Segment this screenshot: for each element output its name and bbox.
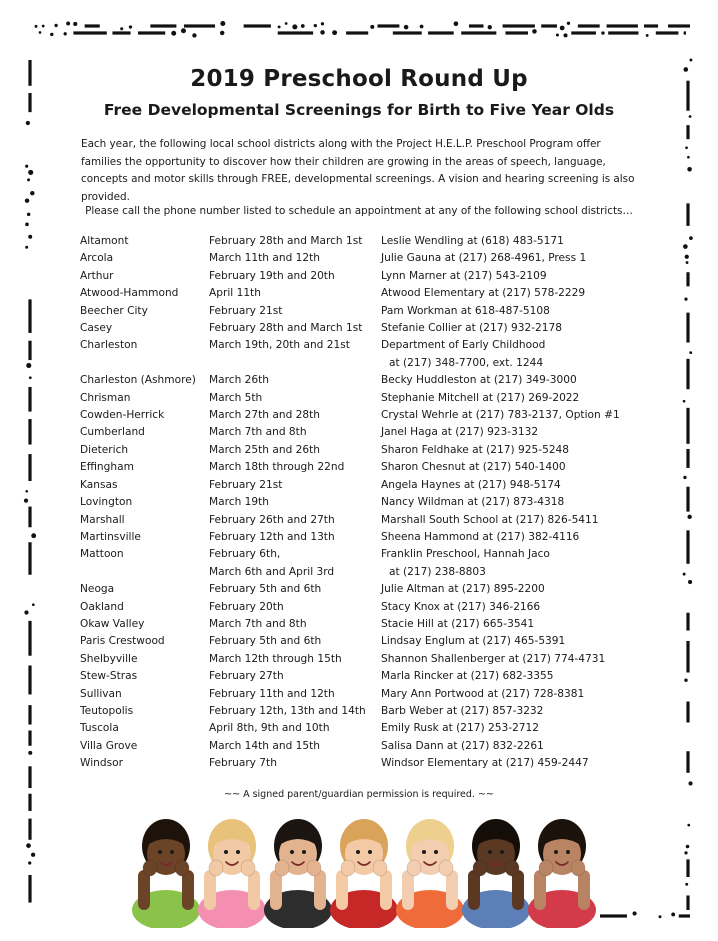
contact-line: Stacie Hill at (217) 665-3541: [381, 617, 535, 630]
district-row: [80, 599, 660, 616]
contact-line: Department of Early Childhood: [381, 339, 546, 352]
child-hand: [407, 860, 421, 876]
contact-info: [381, 755, 660, 772]
district-name: Beecher City: [80, 304, 148, 317]
screening-dates: [209, 407, 381, 424]
dates-line: March 25th and 26th: [209, 443, 321, 456]
district-name: Teutopolis: [80, 704, 134, 717]
contact-info: [381, 494, 660, 511]
child-eye: [500, 850, 504, 854]
district-name: Charleston (Ashmore): [80, 374, 196, 387]
district-row: [80, 372, 660, 389]
screening-dates: [209, 512, 381, 529]
child-eye: [224, 850, 228, 854]
child-eye: [554, 850, 558, 854]
district-row: [80, 720, 660, 737]
child-eye: [236, 850, 240, 854]
district-name: Oakland: [80, 600, 124, 613]
district-row: [80, 755, 660, 772]
dates-line: March 14th and 15th: [209, 739, 321, 752]
contact-line: Pam Workman at 618-487-5108: [381, 304, 550, 317]
district-row: [80, 738, 660, 755]
dates-line: March 12th through 15th: [209, 652, 342, 665]
contact-info: [381, 668, 660, 685]
child-eye: [422, 850, 426, 854]
district-row: [80, 546, 660, 581]
district-name: Cowden-Herrick: [80, 409, 165, 422]
district-row: [80, 303, 660, 320]
district-row: [80, 529, 660, 546]
dates-line: February 28th and March 1st: [209, 322, 363, 335]
contact-line: Sheena Hammond at (217) 382-4116: [381, 530, 580, 543]
district-name: Altamont: [80, 235, 129, 247]
contact-line: Barb Weber at (217) 857-3232: [381, 704, 544, 717]
contact-line: Stacy Knox at (217) 346-2166: [381, 600, 541, 613]
contact-info: [381, 720, 660, 737]
contact-line: Crystal Wehrle at (217) 783-2137, Option #1: [381, 409, 620, 422]
district-name: Sullivan: [80, 687, 122, 700]
contact-line-2: at (217) 238-8803: [389, 565, 486, 578]
contact-info: [381, 581, 660, 598]
district-name: Dieterich: [80, 443, 129, 456]
district-name: Paris Crestwood: [80, 635, 165, 648]
district-row: [80, 703, 660, 720]
child-hand: [341, 860, 355, 876]
contact-info: [381, 442, 660, 459]
instruction-text: Please call the phone number listed to schedule an appointment at any of the following school districts…: [85, 205, 633, 217]
child-eye: [290, 850, 294, 854]
district-name: Cumberland: [80, 426, 145, 439]
district-row: [80, 633, 660, 650]
district-name: Arthur: [80, 269, 114, 282]
dates-line: February 28th and March 1st: [209, 235, 363, 247]
permission-note: ~~ A signed parent/guardian permission is required. ~~: [224, 789, 494, 800]
child-eye: [566, 850, 570, 854]
child-eye: [302, 850, 306, 854]
dates-line: February 26th and 27th: [209, 513, 335, 526]
contact-line: Janel Haga at (217) 923-3132: [381, 426, 539, 439]
contact-info: [381, 303, 660, 320]
contact-line: Marshall South School at (217) 826-5411: [381, 513, 599, 526]
contact-info: [381, 268, 660, 285]
screening-dates: [209, 285, 381, 302]
district-name: Arcola: [80, 252, 114, 265]
contact-line: Salisa Dann at (217) 832-2261: [381, 739, 544, 752]
district-name: Charleston: [80, 339, 138, 352]
screening-dates: [209, 459, 381, 476]
screening-dates: [209, 233, 381, 250]
screening-dates: [209, 320, 381, 337]
dates-line: February 5th and 6th: [209, 583, 322, 596]
dates-line: February 6th,: [209, 548, 281, 561]
dates-line: March 7th and 8th: [209, 426, 307, 439]
child-eye: [488, 850, 492, 854]
dates-line: March 18th through 22nd: [209, 461, 345, 474]
contact-line: Windsor Elementary at (217) 459-2447: [381, 757, 589, 770]
district-row: [80, 285, 660, 302]
screening-dates: [209, 616, 381, 633]
contact-info: [381, 616, 660, 633]
dates-line: March 27th and 28th: [209, 409, 321, 422]
contact-info: [381, 546, 660, 581]
district-row: [80, 442, 660, 459]
contact-info: [381, 390, 660, 407]
district-row: [80, 320, 660, 337]
dates-line: February 21st: [209, 478, 283, 491]
screening-dates: [209, 720, 381, 737]
screening-dates: [209, 599, 381, 616]
dates-line: March 26th: [209, 374, 270, 387]
district-table: [80, 233, 660, 773]
contact-info: [381, 738, 660, 755]
screening-dates: [209, 372, 381, 389]
contact-line: Leslie Wendling at (618) 483-5171: [381, 235, 564, 247]
district-name: Villa Grove: [80, 739, 138, 752]
contact-info: [381, 633, 660, 650]
district-name: Atwood-Hammond: [80, 287, 179, 300]
child-hand: [241, 860, 255, 876]
child-hand: [539, 860, 553, 876]
contact-line: Julie Gauna at (217) 268-4961, Press 1: [381, 252, 587, 265]
district-row: [80, 651, 660, 668]
district-row: [80, 477, 660, 494]
contact-info: [381, 285, 660, 302]
contact-line: Sharon Chesnut at (217) 540-1400: [381, 461, 566, 474]
district-name: Marshall: [80, 513, 125, 526]
screening-dates: [209, 250, 381, 267]
district-name: Kansas: [80, 478, 118, 491]
screening-dates: [209, 651, 381, 668]
contact-line: Mary Ann Portwood at (217) 728-8381: [381, 687, 585, 700]
dates-line: February 20th: [209, 600, 284, 613]
screening-dates: [209, 442, 381, 459]
contact-info: [381, 407, 660, 424]
contact-info: [381, 459, 660, 476]
district-row: [80, 616, 660, 633]
district-row: [80, 494, 660, 511]
contact-line: Nancy Wildman at (217) 873-4318: [381, 496, 565, 509]
screening-dates: [209, 686, 381, 703]
dates-line: March 7th and 8th: [209, 617, 307, 630]
dates-line: February 12th and 13th: [209, 530, 335, 543]
screening-dates: [209, 529, 381, 546]
child-eye: [368, 850, 372, 854]
dates-line: February 7th: [209, 757, 277, 770]
district-row: [80, 668, 660, 685]
contact-line: Emily Rusk at (217) 253-2712: [381, 722, 540, 735]
screening-dates: [209, 703, 381, 720]
child-hand: [571, 860, 585, 876]
district-row: [80, 424, 660, 441]
contact-info: [381, 477, 660, 494]
child-hand: [275, 860, 289, 876]
children-row-icon: [130, 810, 600, 928]
screening-dates: [209, 494, 381, 511]
child-eye: [356, 850, 360, 854]
contact-line: Becky Huddleston at (217) 349-3000: [381, 374, 577, 387]
contact-info: [381, 512, 660, 529]
district-name: Lovington: [80, 496, 133, 509]
district-name: Stew-Stras: [80, 670, 138, 683]
district-name: Okaw Valley: [80, 617, 145, 630]
child-hand: [439, 860, 453, 876]
contact-line: Stefanie Collier at (217) 932-2178: [381, 322, 562, 335]
contact-line-2: at (217) 348-7700, ext. 1244: [389, 356, 544, 369]
contact-line: Angela Haynes at (217) 948-5174: [381, 478, 561, 491]
dates-line: February 11th and 12th: [209, 687, 335, 700]
contact-line: Stephanie Mitchell at (217) 269-2022: [381, 391, 580, 404]
screening-dates: [209, 424, 381, 441]
child-eye: [434, 850, 438, 854]
contact-info: [381, 372, 660, 389]
screening-dates: [209, 546, 381, 581]
screening-dates: [209, 738, 381, 755]
dates-line: February 12th, 13th and 14th: [209, 704, 366, 717]
contact-line: Marla Rincker at (217) 682-3355: [381, 670, 554, 683]
child-hand: [473, 860, 487, 876]
district-row: [80, 250, 660, 267]
screening-dates: [209, 581, 381, 598]
screening-dates: [209, 337, 381, 372]
contact-line: Shannon Shallenberger at (217) 774-4731: [381, 652, 606, 665]
district-name: Mattoon: [80, 548, 124, 561]
child-hand: [143, 860, 157, 876]
contact-info: [381, 703, 660, 720]
dates-line-2: March 6th and April 3rd: [209, 565, 335, 578]
contact-info: [381, 337, 660, 372]
page-subtitle: Free Developmental Screenings for Birth to Five Year Olds: [103, 101, 615, 119]
district-row: [80, 459, 660, 476]
screening-dates: [209, 668, 381, 685]
contact-info: [381, 686, 660, 703]
screening-dates: [209, 390, 381, 407]
contact-line: Atwood Elementary at (217) 578-2229: [381, 287, 586, 300]
screening-dates: [209, 755, 381, 772]
district-name: Shelbyville: [80, 652, 138, 665]
dates-line: April 11th: [209, 287, 261, 300]
district-row: [80, 581, 660, 598]
dates-line: March 11th and 12th: [209, 252, 321, 265]
child-eye: [158, 850, 162, 854]
dates-line: March 5th: [209, 391, 263, 404]
district-row: [80, 268, 660, 285]
district-name: Windsor: [80, 757, 123, 770]
child-eye: [170, 850, 174, 854]
contact-info: [381, 424, 660, 441]
screening-dates: [209, 477, 381, 494]
dates-line: February 21st: [209, 304, 283, 317]
district-row: [80, 686, 660, 703]
district-row: [80, 407, 660, 424]
district-name: Tuscola: [80, 722, 119, 735]
child-hand: [209, 860, 223, 876]
district-name: Chrisman: [80, 391, 131, 404]
district-name: Neoga: [80, 583, 115, 596]
dates-line: February 19th and 20th: [209, 269, 335, 282]
contact-line: Franklin Preschool, Hannah Jaco: [381, 548, 550, 561]
contact-line: Lynn Marner at (217) 543-2109: [381, 269, 547, 282]
district-row: [80, 512, 660, 529]
district-row: [80, 233, 660, 250]
contact-line: Sharon Feldhake at (217) 925-5248: [381, 443, 570, 456]
child-hand: [505, 860, 519, 876]
contact-info: [381, 599, 660, 616]
district-row: [80, 337, 660, 372]
intro-paragraph: Each year, the following local school districts along with the Project H.E.L.P. Preschool Program offer families the opportunity to discover how their children are growing in the areas of speech, language, concepts and motor skills through FREE, developmental screenings. A vision and hearing screening is also provided.: [81, 138, 635, 203]
contact-info: [381, 320, 660, 337]
screening-dates: [209, 303, 381, 320]
child-hand: [307, 860, 321, 876]
screening-dates: [209, 268, 381, 285]
contact-info: [381, 529, 660, 546]
dates-line: March 19th, 20th and 21st: [209, 339, 350, 352]
child-hand: [175, 860, 189, 876]
district-row: [80, 390, 660, 407]
contact-info: [381, 651, 660, 668]
dates-line: February 5th and 6th: [209, 635, 322, 648]
contact-line: Lindsay Englum at (217) 465-5391: [381, 635, 566, 648]
dates-line: March 19th: [209, 496, 270, 509]
page-title: 2019 Preschool Round Up: [190, 66, 528, 92]
district-name: Martinsville: [80, 530, 141, 543]
dates-line: April 8th, 9th and 10th: [209, 722, 330, 735]
contact-line: Julie Altman at (217) 895-2200: [381, 583, 545, 596]
district-name: Casey: [80, 322, 113, 335]
child-hand: [373, 860, 387, 876]
screening-dates: [209, 633, 381, 650]
contact-info: [381, 233, 660, 250]
dates-line: February 27th: [209, 670, 284, 683]
district-name: Effingham: [80, 461, 134, 474]
contact-info: [381, 250, 660, 267]
